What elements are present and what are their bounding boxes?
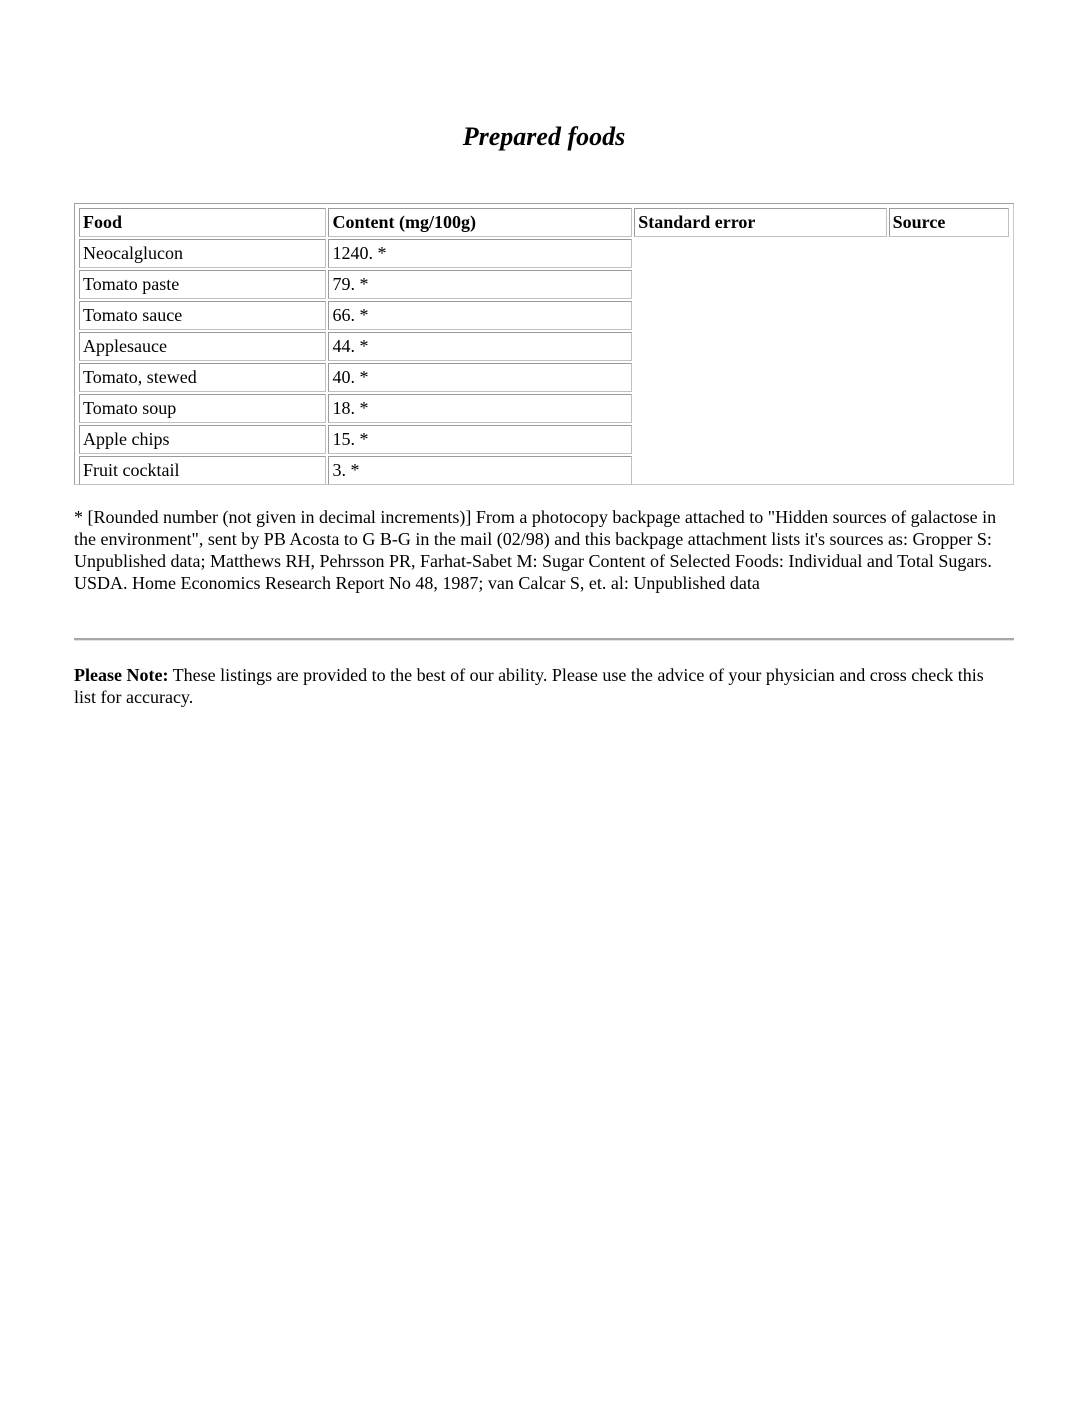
empty-cell <box>889 394 1009 423</box>
empty-cell <box>634 270 886 299</box>
table-row <box>79 456 1009 485</box>
food-content: 18. * <box>328 394 632 423</box>
table-row <box>79 363 1009 392</box>
empty-cell <box>634 363 886 392</box>
empty-cell <box>889 425 1009 454</box>
empty-cell <box>889 456 1009 485</box>
empty-cell <box>889 239 1009 268</box>
header-content: Content (mg/100g) <box>328 208 632 237</box>
horizontal-divider <box>74 638 1014 641</box>
empty-cell <box>889 332 1009 361</box>
foods-table-container <box>74 203 1014 485</box>
table-row <box>79 301 1009 330</box>
empty-cell <box>889 301 1009 330</box>
empty-cell <box>634 394 886 423</box>
food-name: Tomato paste <box>79 270 326 299</box>
food-name: Tomato, stewed <box>79 363 326 392</box>
table-row <box>79 332 1009 361</box>
table-header-row <box>79 208 1009 237</box>
footnote: * [Rounded number (not given in decimal increments)] From a photocopy backpage attached to "Hidden sources of galactose in the environment", sent by PB Acosta to G B-G in the mail (02/98) and this backpage attachment lists it's sources as: Gropper S: Unpublished data; Matthews RH, Pehrsson PR, Farhat-Sabet M: Sugar Content of Selected Foods: Individual and Total Sugars. USDA. Home Economics Research Report No 48, 1987; van Calcar S, et. al: Unpublished data <box>74 507 997 593</box>
empty-cell <box>889 363 1009 392</box>
food-content: 44. * <box>328 332 632 361</box>
table-row <box>79 425 1009 454</box>
table-row <box>79 239 1009 268</box>
food-content: 79. * <box>328 270 632 299</box>
food-content: 3. * <box>328 456 632 485</box>
please-note <box>74 664 1009 708</box>
empty-cell <box>889 270 1009 299</box>
food-content: 40. * <box>328 363 632 392</box>
please-note-text: These listings are provided to the best of our ability. Please use the advice of your physician and cross check this list for accuracy. <box>74 665 984 707</box>
empty-cell <box>634 239 886 268</box>
food-name: Tomato sauce <box>79 301 326 330</box>
empty-cell <box>634 332 886 361</box>
page-title: Prepared foods <box>462 122 626 151</box>
header-standard-error: Standard error <box>634 208 886 237</box>
empty-cell <box>634 456 886 485</box>
empty-cell <box>634 301 886 330</box>
foods-table <box>77 206 1011 487</box>
food-content: 66. * <box>328 301 632 330</box>
header-source: Source <box>889 208 1009 237</box>
food-name: Neocalglucon <box>79 239 326 268</box>
food-name: Apple chips <box>79 425 326 454</box>
food-name: Tomato soup <box>79 394 326 423</box>
please-note-label: Please Note: <box>74 665 169 685</box>
food-name: Fruit cocktail <box>79 456 326 485</box>
table-row <box>79 394 1009 423</box>
food-name: Applesauce <box>79 332 326 361</box>
table-row <box>79 270 1009 299</box>
empty-cell <box>634 425 886 454</box>
header-food: Food <box>79 208 326 237</box>
food-content: 1240. * <box>328 239 632 268</box>
food-content: 15. * <box>328 425 632 454</box>
